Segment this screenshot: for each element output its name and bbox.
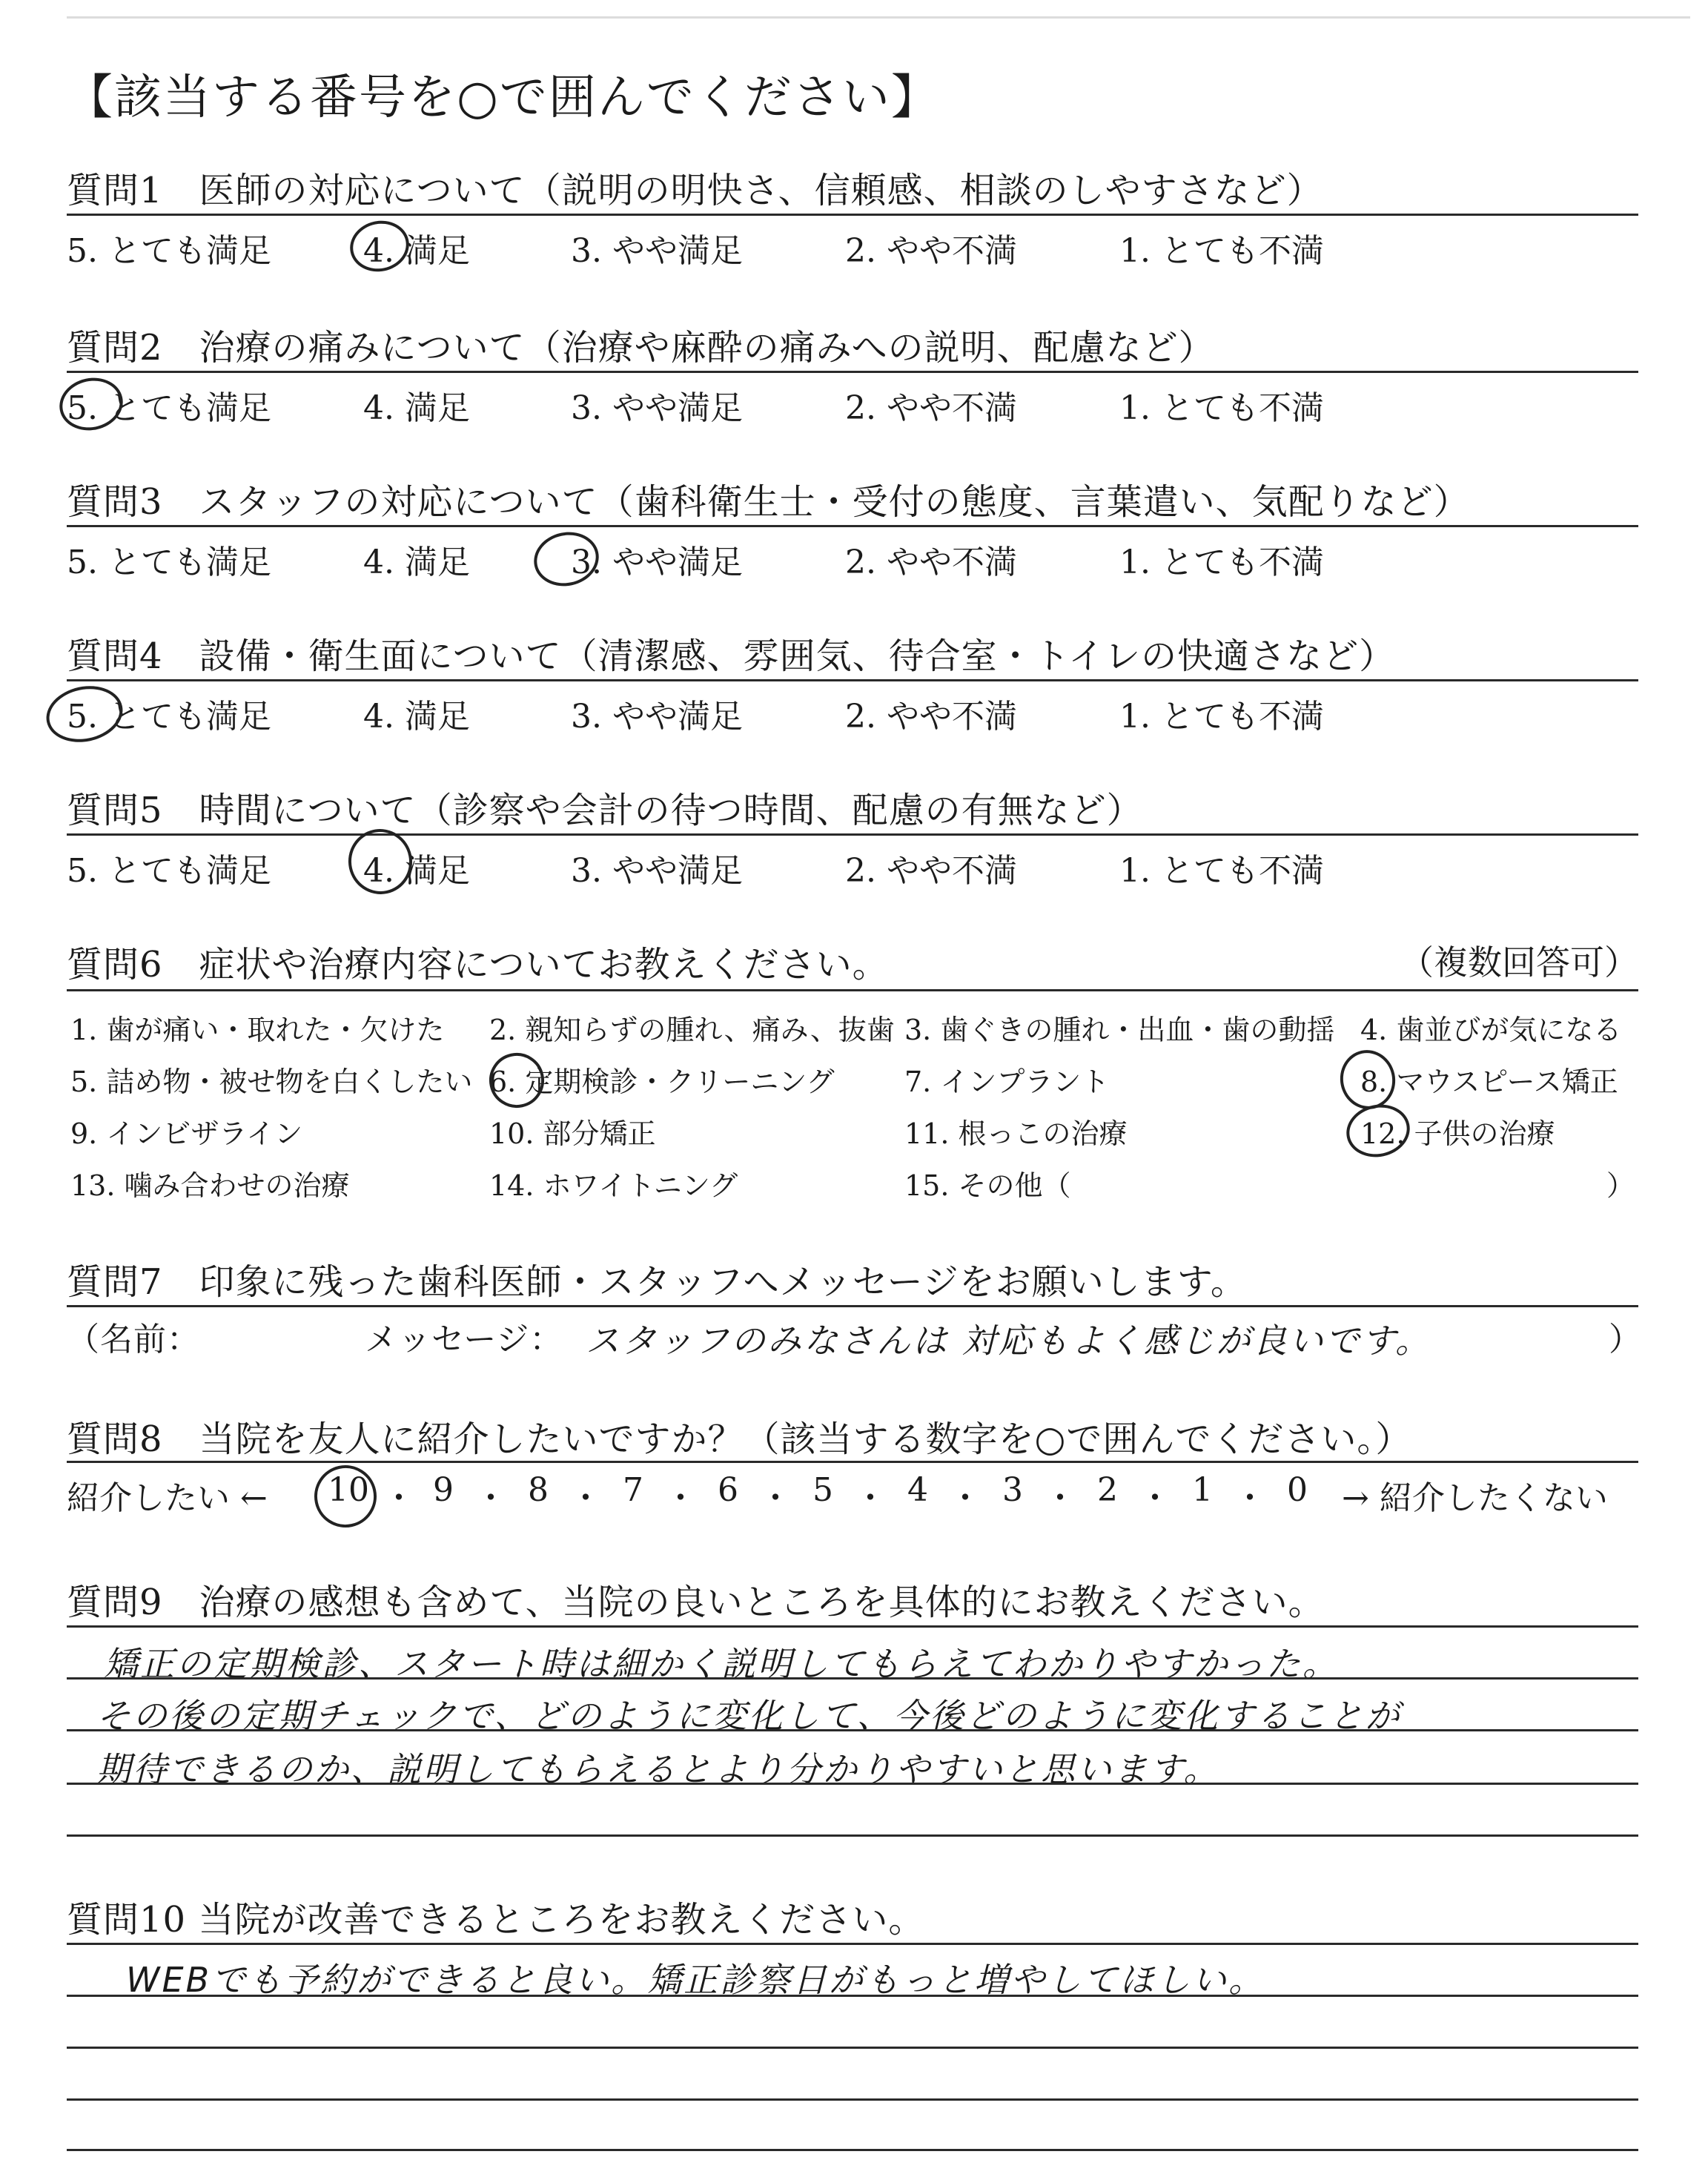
- name-label: （名前：: [67, 1321, 200, 1358]
- scale-3[interactable]: 3: [1002, 1471, 1023, 1509]
- question-5-options: [67, 844, 1638, 888]
- writing-line: [67, 1729, 1638, 1731]
- q6-option-2[interactable]: 2. 親知らずの腫れ、痛み、抜歯: [489, 1014, 895, 1046]
- q6-option-15[interactable]: 15. その他（: [904, 1169, 1071, 1202]
- top-border: [67, 16, 1690, 19]
- scale-8[interactable]: 8: [528, 1471, 549, 1509]
- scale-10[interactable]: 10: [328, 1471, 369, 1509]
- writing-line: [67, 1783, 1638, 1785]
- question-4-options: [67, 690, 1638, 734]
- question-3-label: 質問3 スタッフの対応について（歯科衛生士・受付の態度、言葉遣い、気配りなど）: [67, 481, 1470, 523]
- option-3[interactable]: 3. やや満足: [571, 852, 743, 890]
- question-10-label: 質問10 当院が改善できるところをお教えください。: [67, 1899, 925, 1941]
- writing-line: [67, 2098, 1638, 2101]
- scale-right-label: → 紹介したくない: [1342, 1479, 1608, 1517]
- scale-dot: ・: [1234, 1479, 1266, 1517]
- option-2[interactable]: 2. やや不満: [845, 389, 1017, 427]
- option-1[interactable]: 1. とても不満: [1119, 544, 1324, 581]
- scale-dot: ・: [1139, 1479, 1171, 1517]
- writing-line: [67, 1625, 1638, 1628]
- handwritten-message: スタッフのみなさんは 対応もよく感じが良いです。: [586, 1321, 1431, 1361]
- message-close-paren: ）: [1609, 1321, 1642, 1358]
- scale-dot: ・: [383, 1479, 415, 1517]
- question-4-label: 質問4 設備・衛生面について（清潔感、雰囲気、待合室・トイレの快適さなど）: [67, 635, 1396, 677]
- option-2[interactable]: 2. やや不満: [845, 852, 1017, 890]
- scale-dot: ・: [1044, 1479, 1076, 1517]
- message-label: メッセージ：: [365, 1321, 563, 1358]
- q6-row: [70, 1111, 1635, 1155]
- writing-line: [67, 1677, 1638, 1680]
- question-1-rule: [67, 214, 1638, 216]
- q6-row: [70, 1163, 1635, 1207]
- scale-7[interactable]: 7: [623, 1471, 643, 1509]
- scale-6[interactable]: 6: [718, 1471, 738, 1509]
- option-4[interactable]: 4. 満足: [363, 389, 470, 427]
- handwritten-line-3: 期待できるのか、説明してもらえるとより分かりやすいと思います。: [96, 1749, 1220, 1789]
- q6-option-4[interactable]: 4. 歯並びが気になる: [1360, 1014, 1622, 1046]
- q6-option-3[interactable]: 3. 歯ぐきの腫れ・出血・歯の動揺: [904, 1014, 1335, 1046]
- option-2[interactable]: 2. やや不満: [845, 698, 1017, 736]
- scale-dot: ・: [474, 1479, 507, 1517]
- option-5[interactable]: 5. とても満足: [67, 544, 271, 581]
- writing-line: [67, 2149, 1638, 2151]
- q6-option-1[interactable]: 1. 歯が痛い・取れた・欠けた: [70, 1014, 445, 1046]
- option-5[interactable]: 5. とても満足: [67, 698, 271, 736]
- option-3[interactable]: 3. やや満足: [571, 389, 743, 427]
- q6-option-5[interactable]: 5. 詰め物・被せ物を白くしたい: [70, 1066, 473, 1098]
- question-2-rule: [67, 371, 1638, 373]
- scale-dot: ・: [569, 1479, 602, 1517]
- option-1[interactable]: 1. とても不満: [1119, 852, 1324, 890]
- question-7-label: 質問7 印象に残った歯科医師・スタッフへメッセージをお願いします。: [67, 1261, 1247, 1303]
- writing-line: [67, 1995, 1638, 1997]
- scale-dot: ・: [759, 1479, 792, 1517]
- question-2-label: 質問2 治療の痛みについて（治療や麻酔の痛みへの説明、配慮など）: [67, 327, 1215, 369]
- q6-option-10[interactable]: 10. 部分矯正: [489, 1117, 656, 1150]
- q6-option-14[interactable]: 14. ホワイトニング: [489, 1169, 738, 1202]
- writing-line: [67, 1943, 1638, 1945]
- question-6-note: （複数回答可）: [1400, 942, 1638, 982]
- option-2[interactable]: 2. やや不満: [845, 544, 1017, 581]
- q6-row: [70, 1059, 1635, 1103]
- option-3[interactable]: 3. やや満足: [571, 698, 743, 736]
- q6-row: [70, 1007, 1635, 1051]
- scale-0[interactable]: 0: [1287, 1471, 1308, 1509]
- page-title: 【該当する番号を○で囲んでください】: [65, 70, 940, 125]
- scale-left-label: 紹介したい ←: [67, 1479, 268, 1517]
- scale-1[interactable]: 1: [1192, 1471, 1213, 1509]
- question-6-label: 質問6 症状や治療内容についてお教えください。: [67, 944, 889, 985]
- handwritten-line-2: その後の定期チェックで、どのように変化して、今後どのように変化することが: [96, 1696, 1402, 1736]
- option-2[interactable]: 2. やや不満: [845, 232, 1017, 270]
- scale-2[interactable]: 2: [1097, 1471, 1118, 1509]
- handwritten-line-1: WEBでも予約ができると良い。矯正診察日がもっと増やしてほしい。: [126, 1960, 1265, 2000]
- question-1-label: 質問1 医師の対応について（説明の明快さ、信頼感、相談のしやすさなど）: [67, 170, 1323, 211]
- q6-option-9[interactable]: 9. インビザライン: [70, 1117, 303, 1150]
- question-8-rule: [67, 1461, 1638, 1463]
- q6-option-13[interactable]: 13. 噛み合わせの治療: [70, 1169, 350, 1202]
- handwritten-line-1: 矯正の定期検診、スタート時は細かく説明してもらえてわかりやすかった。: [104, 1644, 1339, 1684]
- scale-5[interactable]: 5: [812, 1471, 833, 1509]
- question-3-rule: [67, 525, 1638, 527]
- question-4-rule: [67, 679, 1638, 681]
- scale-dot: ・: [949, 1479, 982, 1517]
- q6-option-6[interactable]: 6. 定期検診・クリーニング: [489, 1066, 835, 1098]
- option-1[interactable]: 1. とても不満: [1119, 389, 1324, 427]
- question-6-rule: [67, 989, 1638, 991]
- option-1[interactable]: 1. とても不満: [1119, 232, 1324, 270]
- question-1-options: [67, 224, 1638, 268]
- scale-dot: ・: [664, 1479, 697, 1517]
- option-1[interactable]: 1. とても不満: [1119, 698, 1324, 736]
- question-5-rule: [67, 833, 1638, 836]
- writing-line: [67, 1834, 1638, 1837]
- q6-option-7[interactable]: 7. インプラント: [904, 1066, 1110, 1098]
- option-4[interactable]: 4. 満足: [363, 852, 470, 890]
- q6-close-paren: ）: [1606, 1169, 1635, 1202]
- option-4[interactable]: 4. 満足: [363, 698, 470, 736]
- q6-option-12[interactable]: 12. 子供の治療: [1360, 1117, 1555, 1150]
- scale-9[interactable]: 9: [433, 1471, 454, 1509]
- option-5[interactable]: 5. とても満足: [67, 389, 271, 427]
- option-3[interactable]: 3. やや満足: [571, 232, 743, 270]
- question-8-label: 質問8 当院を友人に紹介したいですか？（該当する数字を○で囲んでください。）: [67, 1418, 1412, 1460]
- writing-line: [67, 2047, 1638, 2049]
- question-2-options: [67, 381, 1638, 426]
- q6-option-8[interactable]: 8. マウスピース矯正: [1360, 1066, 1618, 1098]
- q6-option-11[interactable]: 11. 根っこの治療: [904, 1117, 1128, 1150]
- question-5-label: 質問5 時間について（診察や会計の待つ時間、配慮の有無など）: [67, 790, 1143, 831]
- option-3[interactable]: 3. やや満足: [571, 544, 743, 581]
- question-3-options: [67, 535, 1638, 580]
- question-7-rule: [67, 1305, 1638, 1307]
- question-9-label: 質問9 治療の感想も含めて、当院の良いところを具体的にお教えください。: [67, 1582, 1325, 1623]
- scale-4[interactable]: 4: [907, 1471, 928, 1509]
- scale-dot: ・: [854, 1479, 887, 1517]
- option-5[interactable]: 5. とても満足: [67, 232, 271, 270]
- option-4[interactable]: 4. 満足: [363, 544, 470, 581]
- option-5[interactable]: 5. とても満足: [67, 852, 271, 890]
- option-4[interactable]: 4. 満足: [363, 232, 470, 270]
